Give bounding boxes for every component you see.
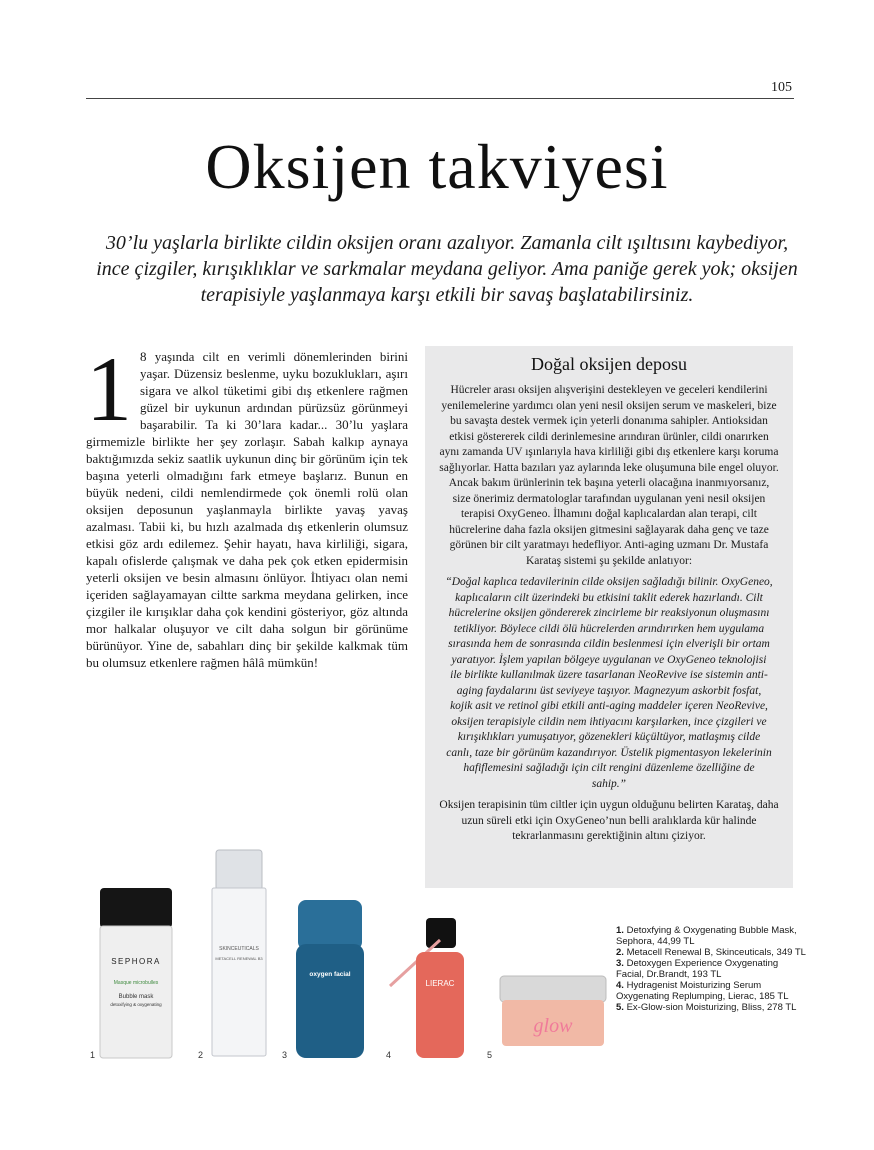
article-body: [86, 338, 408, 671]
product-2-text: METACELL RENEWAL B3: [215, 956, 263, 961]
product-1-text3: detoxifying & oxygenating: [110, 1002, 162, 1007]
product-1-bottle: [100, 926, 172, 1058]
product-2-bottle: [212, 888, 266, 1056]
product-3-jar: [296, 944, 364, 1058]
headline: Oksijen takviyesi: [205, 131, 669, 202]
product-5-lid: [500, 976, 606, 1002]
sidebar-box: [425, 346, 793, 888]
sidebar-paragraph-2: Oksijen terapisinin tüm ciltler için uygun olduğunu belirten Karataş, daha uzun süreli etki için OxyGeneo’nun belli aralıklarda kür halinde tekrarlanmasını gerektiğinin altını çiziyor.: [439, 799, 779, 842]
caption-1: 1. Detoxfying & Oxygenating Bubble Mask, Sephora, 44,99 TL: [616, 925, 797, 947]
article-text: 8 yaşında cilt en verimli dönemlerinden birini yaşar. Düzensiz beslenme, uyku bozuklukları, aşırı sigara ve alkol tüketimi gibi dış etkenlere rağmen güzel bir uykunun ardından pürüzsüz görünmeyi başarabilir. Ta ki 30’lara kadar... 30’lu yaşlara girmemizle birlikte her şey zorlaşır. Sabah kalkıp aynaya baktığımızda sekiz saatlik uykunun dinç bir görünüm için tek başına yeterli olmadığını fark etmeye başlarız. Bunun en büyük nedeni, cildi nemlendirmede çok önemli rolü olan oksijen deposunun yaşlanmayla birlikte yavaş yavaş azalması. Tabii ki, bu hızlı azalmada dış etkenlerin olumsuz etkisi göz ardı edilemez. Şehir hayatı, hava kirliliği, sigara, kapalı ofislerde çalışmak ve daha pek çok etken epidermisin yeterli oksijen ve besin almasını önlüyor. İhtiyacı olan nemi içeriden sağlayamayan ciltte sarkma meydana gelirken, ince çizgiler ile kırışıklar daha çok kendini gösteriyor, göz altında mor halkalar oluşuyor ve cilt daha solgun bir görünüme bürünüyor. Yine de, sabahları dinç bir şekilde kalkmak tüm bu olumsuz etkenlere rağmen hâlâ mümkün!: [86, 349, 408, 670]
product-number-4: 4: [386, 1050, 392, 1060]
caption-4: 4. Hydragenist Moisturizing Serum Oxygenating Replumping, Lierac, 185 TL: [616, 980, 789, 1002]
deck: 30’lu yaşlarla birlikte cildin oksijen oranı azalıyor. Zamanla cilt ışıltısını kaybediyor, ince çizgiler, kırışıklıklar ve sarkmalar meydana geliyor. Ama paniğe gerek yok; oksijen terapisiyle yaşlanmaya karşı etkili bir savaş başlatabilirsiniz.: [96, 232, 798, 306]
product-number-2: 2: [198, 1050, 204, 1060]
product-1-brand: SEPHORA: [111, 957, 161, 966]
caption-3: 3. Detoxygen Experience Oxygenating Facial, Dr.Brandt, 193 TL: [616, 958, 779, 980]
caption-5: 5. Ex-Glow-sion Moisturizing, Bliss, 278 TL: [616, 1002, 797, 1013]
product-2-brand: SKINCEUTICALS: [219, 946, 259, 952]
product-3-name: oxygen facial: [309, 971, 351, 978]
product-3-cap: [298, 900, 362, 950]
product-images: [0, 840, 620, 1070]
product-number-1: 1: [90, 1050, 96, 1060]
product-1-cap: [100, 888, 172, 928]
page-number: 105: [771, 80, 792, 95]
product-4-brand: LIERAC: [425, 979, 455, 988]
product-1-text2: Bubble mask: [118, 994, 154, 1000]
product-5-bliss: [500, 976, 606, 1046]
product-captions: [616, 925, 806, 1013]
sidebar-quote: “Doğal kaplıca tedavilerinin cilde oksijen sağladığı bilinir. OxyGeneo, kaplıcaların cilt üzerindeki bu etkisini taklit ederek hazırlandı. Cilt hücrelerine oksijen göndererek zincirleme bir reaksiyonun oluşmasını tetikliyor. Böylece cildi ölü hücrelerden arındırırken hem uygulama sırasında hem de sonrasında cildin beslenmesi için elverişli bir ortam yaratıyor. İşlem yapılan bölgeye uygulanan ve OxyGeneo teknolojisi ile birlikte kullanılmak üzere tasarlanan NeoRevive ise sistemin anti-aging faydalarını üst seviyeye taşıyor. Magnezyum askorbit fosfat, kojik asit ve retinol gibi etkili anti-aging maddeler içeren NeoRevive, oksijen terapisiyle cildin nem ihtiyacını karşılarken, ince çizgileri ve kırışıklıkları yumuşatıyor, gözenekleri küçültüyor, matlaşmış cilde canlı, taze bir görünüm kazandırıyor. Üstelik pigmentasyon lekelerinin hafiflemesini sağladığı için cilt rengini düzenleme özelliğine de sahip.”: [445, 576, 773, 790]
sidebar-paragraph-1: Hücreler arası oksijen alışverişini destekleyen ve geceleri kendilerini yenilemelerine yardımcı olan yeni nesil oksijen serum ve maskeleri, bize bu savaşta destek vermek için yeterli donanıma sahipler. Antioksidan etkisi göstererek cildi derinlemesine arındıran ürünler, cildi onarırken aynı zamanda UV ışınlarıyla hava kirliliği gibi dış etkenlere karşı koruma sağlıyorlar. Hatta bazıları yaz aylarında leke oluşumuna bile engel oluyor. Ancak bakım ürünlerinin tek başına yeterli olacağına inanmıyorsanız, size önerimiz dermatologlar tarafından uygulanan yeni nesil oksijen terapisi OxyGeneo. İlhamını doğal kaplıcalardan alan terapi, cilt hücrelerine daha fazla oksijen gitmesini sağlayarak daha genç ve taze görünen bir cilt yaratmayı hedefliyor. Anti-aging uzmanı Dr. Mustafa Karataş sistemi şu şekilde anlatıyor:: [439, 384, 779, 567]
product-3-drbrandt: [296, 900, 364, 1058]
product-4-bottle: [416, 952, 464, 1058]
product-number-3: 3: [282, 1050, 288, 1060]
product-4-lierac: [390, 918, 464, 1058]
product-4-dropper-cap: [426, 918, 456, 948]
product-1-text1: Masque microbulles: [113, 980, 159, 986]
sidebar-title: Doğal oksijen deposu: [531, 354, 687, 374]
product-5-name: glow: [533, 1015, 573, 1037]
product-2-skinceuticals: [212, 850, 266, 1056]
product-1-sephora: [100, 888, 172, 1058]
product-2-cap: [216, 850, 262, 890]
product-number-5: 5: [487, 1050, 493, 1060]
top-rule: [86, 98, 794, 99]
drop-cap: 1: [86, 338, 132, 440]
caption-2: 2. Metacell Renewal B, Skinceuticals, 349 TL: [616, 947, 806, 958]
